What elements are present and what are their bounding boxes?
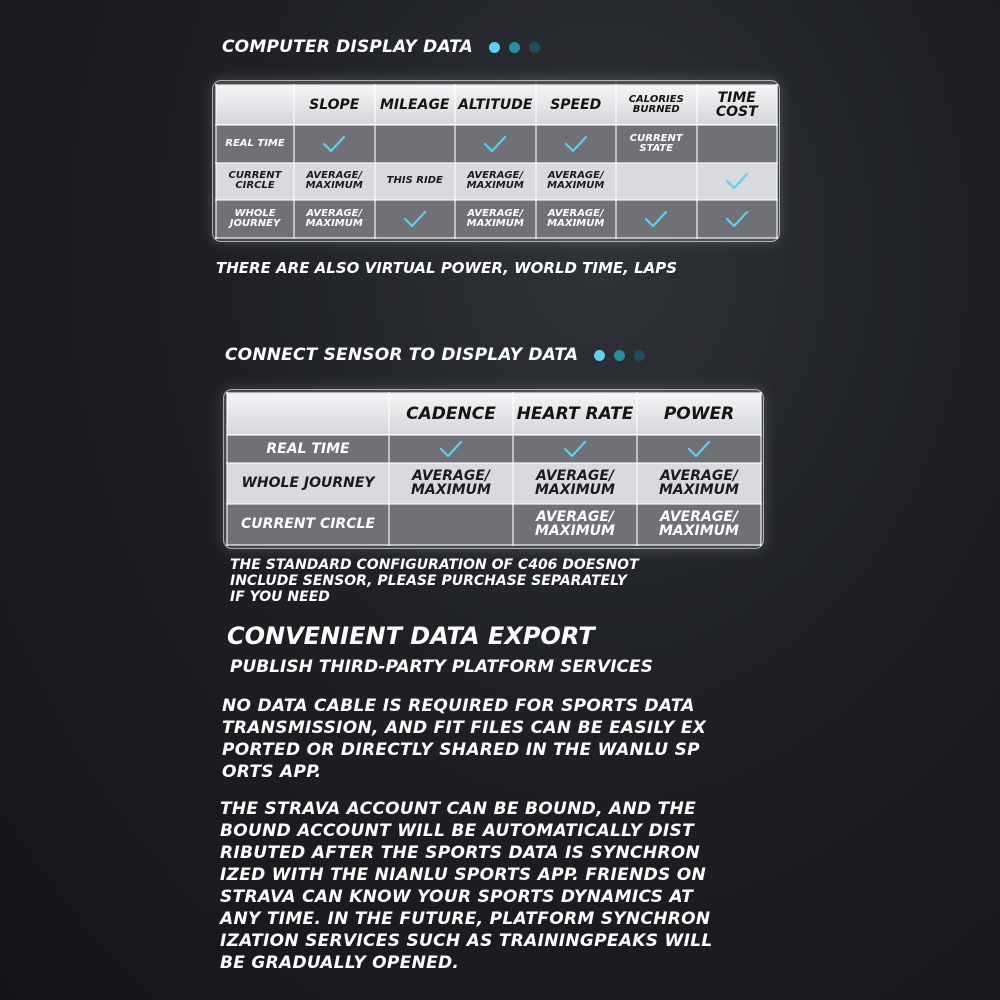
data-cell: AVERAGE/ MAXIMUM: [536, 200, 617, 238]
section2-heading: [225, 345, 645, 365]
row-label-current-circle: CURRENT CIRCLE: [227, 504, 389, 545]
column-header-slope: SLOPE: [294, 85, 375, 125]
data-cell: AVERAGE/ MAXIMUM: [455, 163, 536, 201]
data-cell: AVERAGE/ MAXIMUM: [389, 463, 513, 504]
section2-title: CONNECT SENSOR TO DISPLAY DATA: [225, 345, 579, 365]
column-header-altitude: ALTITUDE: [455, 85, 536, 125]
empty-cell: [616, 163, 697, 201]
indicator-dot-icon: [614, 350, 625, 361]
indicator-dot-icon: [594, 350, 605, 361]
check-icon: [697, 200, 778, 238]
section2-dots: [594, 350, 645, 361]
indicator-dot-icon: [509, 42, 520, 53]
data-cell: AVERAGE/ MAXIMUM: [294, 163, 375, 201]
check-icon: [389, 435, 513, 463]
section2-note: THE STANDARD CONFIGURATION OF C406 DOESNOT INCLUDE SENSOR, PLEASE PURCHASE SEPARATELY IF YOU NEED: [230, 557, 639, 605]
check-icon: [513, 435, 637, 463]
check-icon: [536, 125, 617, 163]
column-header-speed: SPEED: [536, 85, 617, 125]
export-subtitle: PUBLISH THIRD-PARTY PLATFORM SERVICES: [230, 657, 653, 677]
column-header-calories-burned: CALORIES BURNED: [616, 85, 697, 125]
data-cell: AVERAGE/ MAXIMUM: [637, 463, 761, 504]
section1-note: THERE ARE ALSO VIRTUAL POWER, WORLD TIME, LAPS: [216, 259, 678, 277]
data-cell: AVERAGE/ MAXIMUM: [294, 200, 375, 238]
check-icon: [375, 200, 456, 238]
export-paragraph-2: THE STRAVA ACCOUNT CAN BE BOUND, AND THE BOUND ACCOUNT WILL BE AUTOMATICALLY DIST RIBUTED AFTER THE SPORTS DATA IS SYNCHRON IZED WITH THE NIANLU SPORTS APP. FRIENDS ON STRAVA CAN KNOW YOUR SPORTS DYNAMICS AT ANY TIME. IN THE FUTURE, PLATFORM SYNCHRON IZATION SERVICES SUCH AS TRAININGPEAKS WILL BE GRADUALLY OPENED.: [220, 799, 713, 973]
sensor-display-table: [226, 392, 762, 546]
column-header-cadence: CADENCE: [389, 393, 513, 435]
check-icon: [455, 125, 536, 163]
column-header-power: POWER: [637, 393, 761, 435]
empty-cell: [697, 125, 778, 163]
check-icon: [637, 435, 761, 463]
empty-cell: [389, 504, 513, 545]
row-label-whole-journey: WHOLE JOURNEY: [216, 200, 294, 238]
section1-heading: [222, 37, 540, 57]
section1-dots: [489, 42, 540, 53]
check-icon: [697, 163, 778, 201]
row-label-real-time: REAL TIME: [216, 125, 294, 163]
data-cell: AVERAGE/ MAXIMUM: [513, 463, 637, 504]
indicator-dot-icon: [634, 350, 645, 361]
export-paragraph-1: NO DATA CABLE IS REQUIRED FOR SPORTS DATA TRANSMISSION, AND FIT FILES CAN BE EASILY EX PORTED OR DIRECTLY SHARED IN THE WANLU SP ORTS APP.: [222, 696, 707, 782]
row-label-current-circle: CURRENT CIRCLE: [216, 163, 294, 201]
check-icon: [616, 200, 697, 238]
column-header-heart-rate: HEART RATE: [513, 393, 637, 435]
data-cell: AVERAGE/ MAXIMUM: [513, 504, 637, 545]
row-label-real-time: REAL TIME: [227, 435, 389, 463]
data-cell: THIS RIDE: [375, 163, 456, 201]
header-corner-cell: [227, 393, 389, 435]
column-header-time-cost: TIME COST: [697, 85, 778, 125]
empty-cell: [375, 125, 456, 163]
check-icon: [294, 125, 375, 163]
data-cell: AVERAGE/ MAXIMUM: [536, 163, 617, 201]
computer-display-table: [215, 84, 778, 239]
export-title: CONVENIENT DATA EXPORT: [227, 622, 595, 650]
indicator-dot-icon: [489, 42, 500, 53]
row-label-whole-journey: WHOLE JOURNEY: [227, 463, 389, 504]
data-cell: CURRENT STATE: [616, 125, 697, 163]
data-cell: AVERAGE/ MAXIMUM: [455, 200, 536, 238]
data-cell: AVERAGE/ MAXIMUM: [637, 504, 761, 545]
column-header-mileage: MILEAGE: [375, 85, 456, 125]
header-corner-cell: [216, 85, 294, 125]
section1-title: COMPUTER DISPLAY DATA: [222, 37, 474, 57]
indicator-dot-icon: [529, 42, 540, 53]
